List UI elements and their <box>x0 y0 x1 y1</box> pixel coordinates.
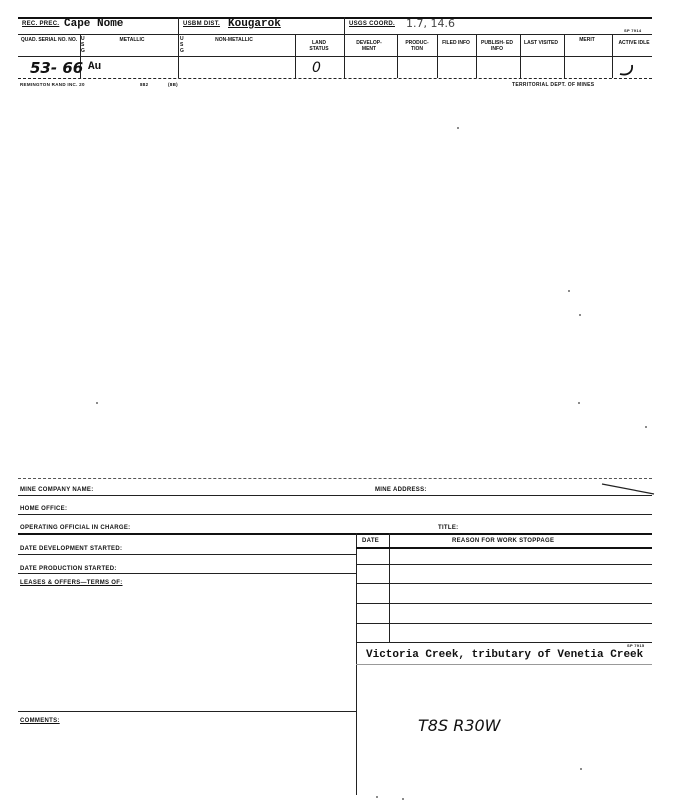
usbm-dist-label: USBM DIST. <box>183 21 221 27</box>
serial-value: 53- 66 <box>30 59 84 77</box>
active-idle-check-mark <box>618 64 636 78</box>
header-production: PRODUC- TION <box>405 40 429 52</box>
home-office-label: HOME OFFICE: <box>20 506 68 512</box>
header-usg-nonmetallic: U S G <box>180 36 184 54</box>
usgs-coord-label: USGS COORD. <box>349 21 395 27</box>
header-filed-info: FILED INFO <box>442 40 470 46</box>
header-development: DEVELOP- MENT <box>356 40 382 52</box>
header-land-status: LAND STATUS <box>309 40 329 52</box>
date-development-label: DATE DEVELOPMENT STARTED: <box>20 546 123 552</box>
mine-company-label: MINE COMPANY NAME: <box>20 487 94 493</box>
header-metallic: METALLIC <box>119 37 145 43</box>
header-non-metallic: NON-METALLIC <box>215 37 253 43</box>
rec-prec-value: Cape Nome <box>64 18 124 30</box>
mine-address-label: MINE ADDRESS: <box>375 487 427 493</box>
top-form-number: SP 7914 <box>624 28 642 33</box>
footer-mid1: 882 <box>140 82 149 87</box>
leases-offers-label: LEASES & OFFERS—TERMS OF: <box>20 580 123 586</box>
header-quad-serial: QUAD. SERIAL NO. NO. <box>20 37 78 43</box>
header-last-visited: LAST VISITED <box>524 40 558 46</box>
rec-prec-label: REC. PREC. <box>22 21 60 27</box>
date-production-label: DATE PRODUCTION STARTED: <box>20 566 117 572</box>
reason-column-header: REASON FOR WORK STOPPAGE <box>452 538 555 544</box>
header-merit: MERIT <box>579 37 595 43</box>
date-column-header: DATE <box>362 538 380 544</box>
land-status-value: 0 <box>312 60 321 76</box>
comments-label: COMMENTS: <box>20 718 60 724</box>
location-description: Victoria Creek, tributary of Venetia Creek <box>366 649 644 661</box>
header-active-idle: ACTIVE IDLE <box>618 40 650 46</box>
bottom-form-number: SP 7915 <box>627 643 645 648</box>
township-range-note: T8S R30W <box>418 716 501 735</box>
header-usg-metallic: U S G <box>81 36 85 54</box>
footer-mid2: (8B) <box>168 82 178 87</box>
header-published-info: PUBLISH- ED INFO <box>481 40 513 52</box>
usgs-coord-value: 1.7, 14.6 <box>406 17 455 30</box>
footer-left: REMINGTON RAND INC. 20 <box>20 82 85 87</box>
footer-right: TERRITORIAL DEPT. OF MINES <box>512 82 595 88</box>
operating-official-label: OPERATING OFFICIAL IN CHARGE: <box>20 525 131 531</box>
title-label: TITLE: <box>438 525 459 531</box>
usbm-dist-value: Kougarok <box>228 18 281 30</box>
metallic-value: Au <box>88 61 102 73</box>
